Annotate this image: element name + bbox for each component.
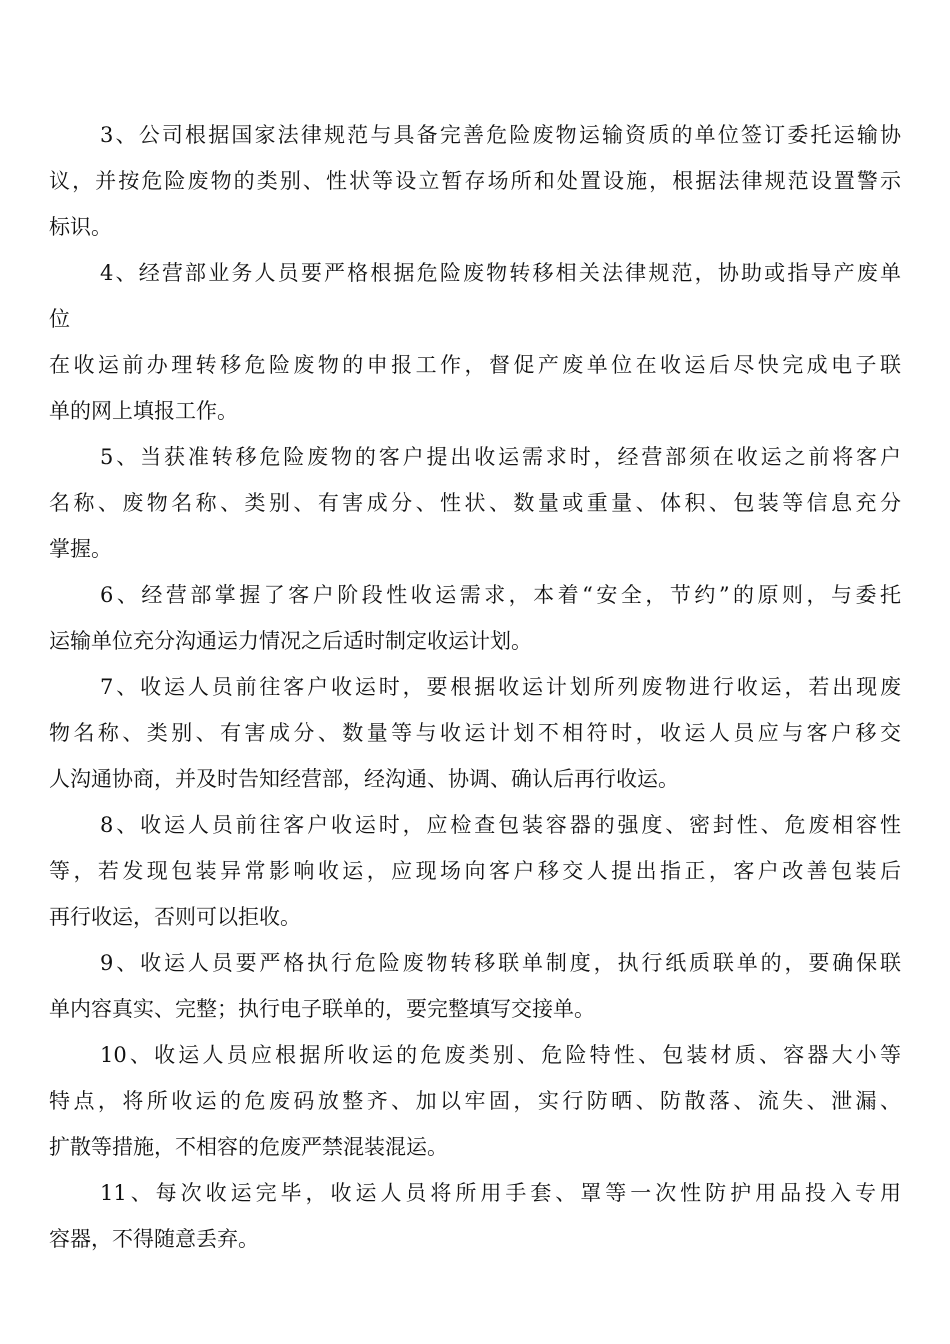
paragraph-line: 10、收运人员应根据所收运的危废类别、危险特性、包装材质、容器大小等 <box>100 1043 901 1067</box>
paragraph-line: 再行收运，否则可以拒收。 <box>49 905 301 929</box>
paragraph-line: 容器，不得随意丢弃。 <box>49 1227 259 1251</box>
paragraph-line: 特点，将所收运的危废码放整齐、加以牢固，实行防晒、防散落、流失、泄漏、 <box>49 1089 901 1113</box>
paragraph-line: 7、收运人员前往客户收运时，要根据收运计划所列废物进行收运，若出现废 <box>100 675 901 699</box>
paragraph-line: 9、收运人员要严格执行危险废物转移联单制度，执行纸质联单的，要确保联 <box>100 951 901 975</box>
paragraph-5 <box>49 434 901 572</box>
paragraph-line: 6、经营部掌握了客户阶段性收运需求，本着“安全，节约”的原则，与委托 <box>100 583 901 607</box>
paragraph-line: 单的网上填报工作。 <box>49 399 238 423</box>
paragraph-8 <box>49 802 901 940</box>
paragraph-10 <box>49 1032 901 1170</box>
paragraph-4 <box>49 250 901 434</box>
paragraph-line: 3、公司根据国家法律规范与具备完善危险废物运输资质的单位签订委托运输协 <box>100 123 901 147</box>
paragraph-line: 位 <box>49 307 70 331</box>
paragraph-line: 11、每次收运完毕，收运人员将所用手套、罩等一次性防护用品投入专用 <box>100 1181 901 1205</box>
paragraph-line: 标识。 <box>49 215 112 239</box>
paragraph-line: 8、收运人员前往客户收运时，应检查包装容器的强度、密封性、危废相容性 <box>100 813 901 837</box>
paragraph-line: 人沟通协商，并及时告知经营部，经沟通、协调、确认后再行收运。 <box>49 767 679 791</box>
paragraph-line: 5、当获准转移危险废物的客户提出收运需求时，经营部须在收运之前将客户 <box>100 445 901 469</box>
paragraph-11 <box>49 1170 901 1262</box>
paragraph-line: 议，并按危险废物的类别、性状等设立暂存场所和处置设施，根据法律规范设置警示 <box>49 169 901 193</box>
paragraph-line: 掌握。 <box>49 537 112 561</box>
paragraph-line: 扩散等措施，不相容的危废严禁混装混运。 <box>49 1135 448 1159</box>
paragraph-line: 4、经营部业务人员要严格根据危险废物转移相关法律规范，协助或指导产废单 <box>100 261 901 285</box>
paragraph-line: 名称、废物名称、类别、有害成分、性状、数量或重量、体积、包装等信息充分 <box>49 491 901 515</box>
paragraph-line: 单内容真实、完整；执行电子联单的，要完整填写交接单。 <box>49 997 595 1021</box>
paragraph-line: 运输单位充分沟通运力情况之后适时制定收运计划。 <box>49 629 532 653</box>
paragraph-line: 物名称、类别、有害成分、数量等与收运计划不相符时，收运人员应与客户移交 <box>49 721 901 745</box>
paragraph-line: 在收运前办理转移危险废物的申报工作，督促产废单位在收运后尽快完成电子联 <box>49 353 901 377</box>
paragraph-line: 等，若发现包装异常影响收运，应现场向客户移交人提出指正，客户改善包装后 <box>49 859 901 883</box>
paragraph-6 <box>49 572 901 664</box>
paragraph-3 <box>49 112 901 250</box>
paragraph-7 <box>49 664 901 802</box>
document-body <box>49 112 901 1262</box>
paragraph-9 <box>49 940 901 1032</box>
